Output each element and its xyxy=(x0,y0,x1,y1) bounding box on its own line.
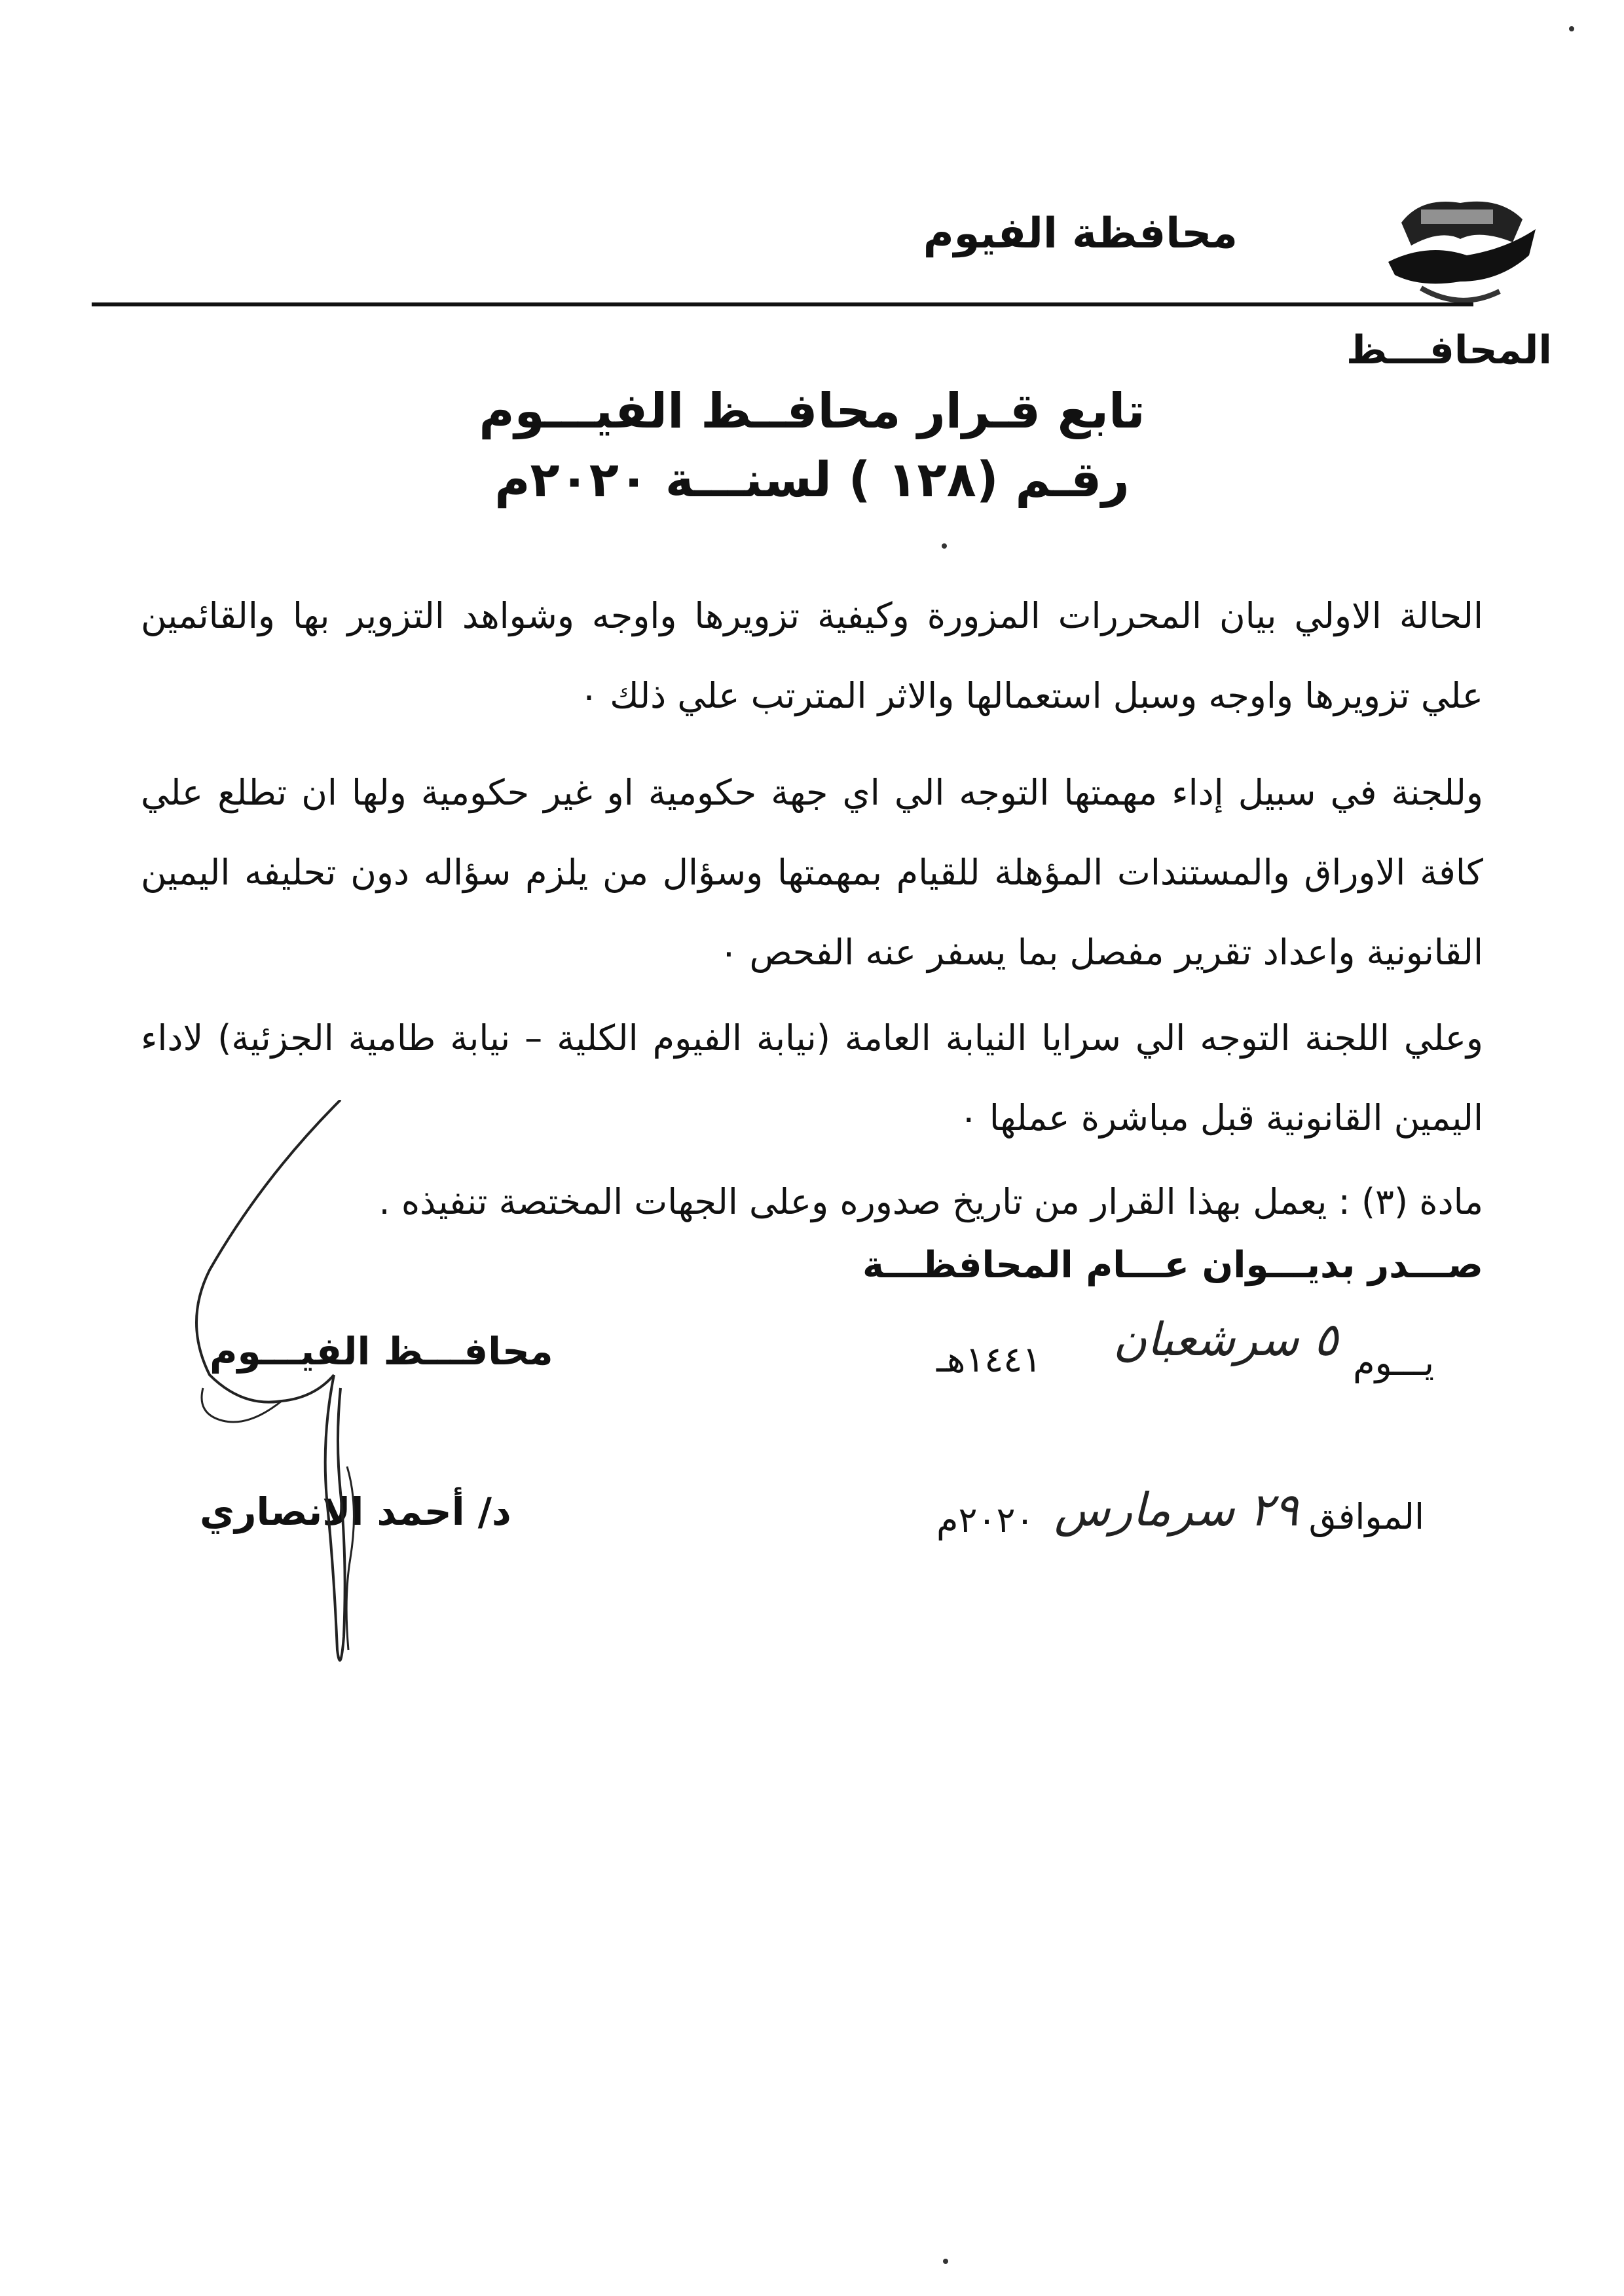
gregorian-date-label: الموافق xyxy=(1308,1496,1424,1537)
body-paragraph-1: الحالة الاولي بيان المحررات المزورة وكيفية تزويرها واوجه وشواهد التزوير بها والقائمين علي تزويرها واوجه وسبل استعمالها والاثر المترتب علي ذلك ٠ xyxy=(141,595,1483,716)
signatory-title: محافـــظ الفيـــوم xyxy=(210,1329,553,1374)
body-paragraph-3: وعلي اللجنة التوجه الي سرايا النيابة العامة (نيابة الفيوم الكلية – نيابة طامية الجزئية) لاداء اليمين القانونية قبل مباشرة عملها ٠ xyxy=(141,1017,1483,1139)
gregorian-year: ٢٠٢٠م xyxy=(936,1499,1035,1540)
hijri-date-label: يـــوم xyxy=(1353,1342,1434,1383)
scan-speck xyxy=(943,2259,948,2264)
governorate-logo xyxy=(1382,183,1539,314)
office-label: المحافـــظ xyxy=(1346,327,1552,373)
article-3: مادة (٣) : يعمل بهذا القرار من تاريخ صدوره وعلى الجهات المختصة تنفيذه . xyxy=(378,1181,1483,1222)
scan-speck xyxy=(942,543,947,549)
signatory-name: د/ أحمد الانصاري xyxy=(200,1489,511,1534)
gregorian-date-handwritten: ٢٩ سرمارس xyxy=(1054,1483,1299,1537)
scan-speck xyxy=(1569,26,1574,31)
decree-title: تابع قـرار محافــظ الفيـــوم xyxy=(479,383,1145,439)
body-paragraph-2: وللجنة في سبيل إداء مهمتها التوجه الي اي جهة حكومية او غير حكومية ولها ان تطلع علي كافة الاوراق والمستندات المؤهلة للقيام بمهمتها وسؤال من يلزم سؤاله دون تحليفه اليمين القانونية واعداد تقرير مفصل بما يسفر عنه الفحص ٠ xyxy=(141,772,1483,973)
hijri-date-handwritten: ٥ سرشعبان xyxy=(1113,1313,1338,1366)
governorate-name: محافظة الفيوم xyxy=(923,210,1238,258)
issued-at: صـــدر بديـــوان عـــام المحافظـــة xyxy=(862,1244,1483,1286)
handwritten-signature xyxy=(183,1100,380,1676)
decree-number: رقـم (١٢٨ ) لسنـــة ٢٠٢٠م xyxy=(494,452,1130,508)
hijri-year: ١٤٤١هـ xyxy=(936,1339,1042,1380)
header-divider xyxy=(92,302,1473,306)
